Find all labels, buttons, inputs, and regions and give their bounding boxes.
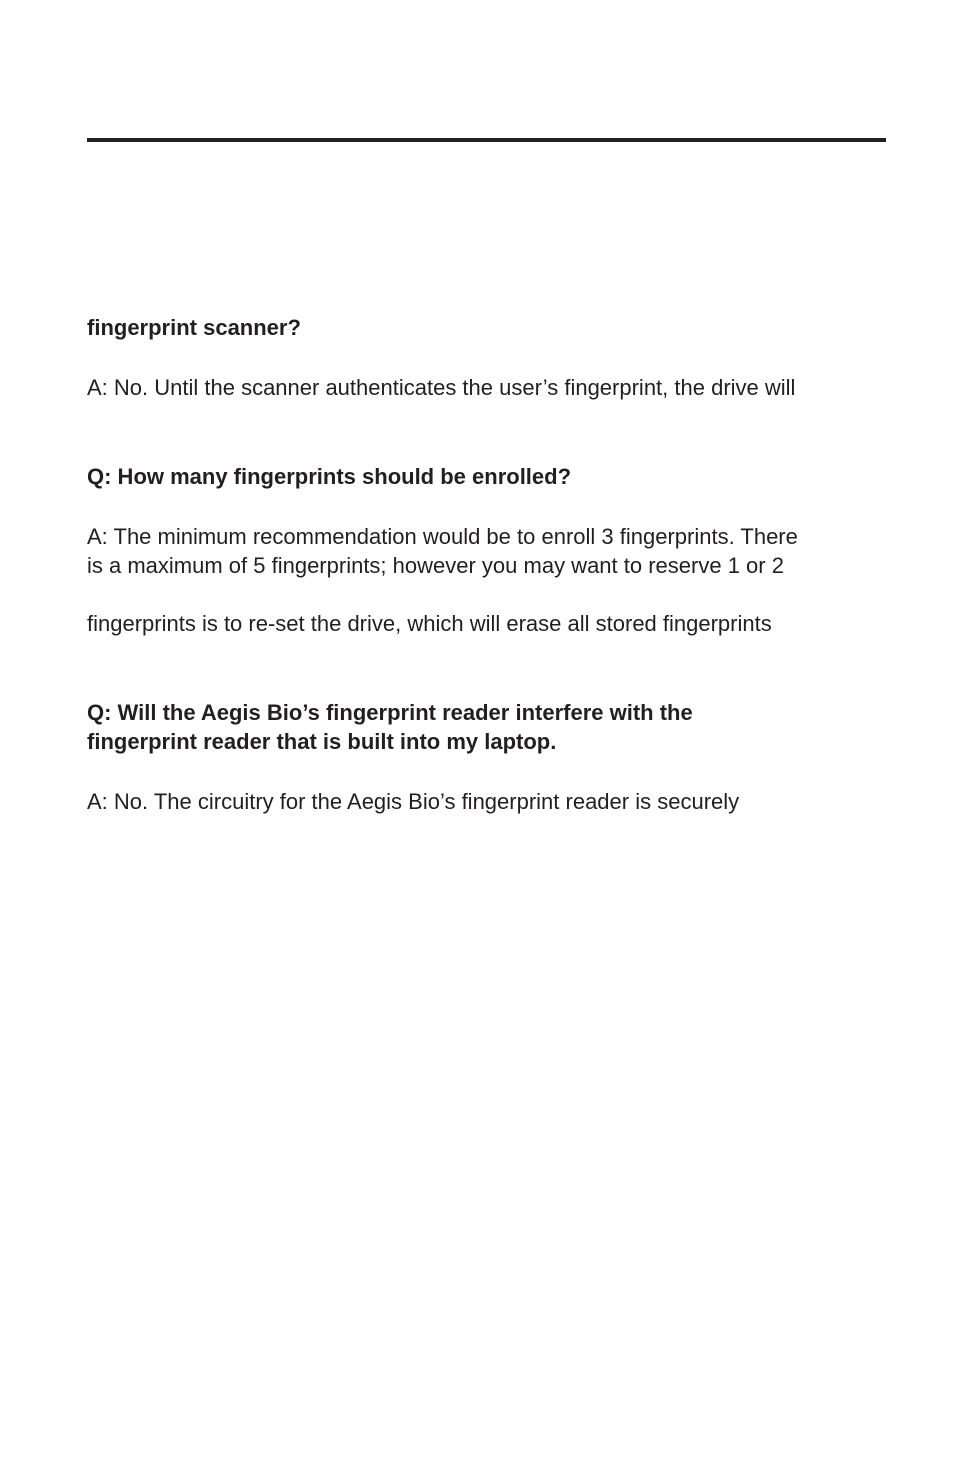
- answer-1-line: A: No. Until the scanner authenticates the user’s fingerprint, the drive will: [87, 375, 796, 400]
- answer-3-line: A: No. The circuitry for the Aegis Bio’s fingerprint reader is securely: [87, 789, 740, 814]
- top-rule: [87, 138, 886, 142]
- answer-2-line-1: A: The minimum recommendation would be to enroll 3 fingerprints. There: [87, 524, 798, 549]
- question-3-line-2: fingerprint reader that is built into my laptop.: [87, 729, 557, 754]
- question-2: Q: How many fingerprints should be enrolled?: [87, 464, 572, 489]
- question-1-continuation: fingerprint scanner?: [87, 315, 301, 340]
- question-3-line-1: Q: Will the Aegis Bio’s fingerprint reader interfere with the: [87, 700, 693, 725]
- answer-2-line-2: is a maximum of 5 fingerprints; however you may want to reserve 1 or 2: [87, 553, 784, 578]
- answer-2-line-3: fingerprints is to re-set the drive, which will erase all stored fingerprints: [87, 611, 772, 636]
